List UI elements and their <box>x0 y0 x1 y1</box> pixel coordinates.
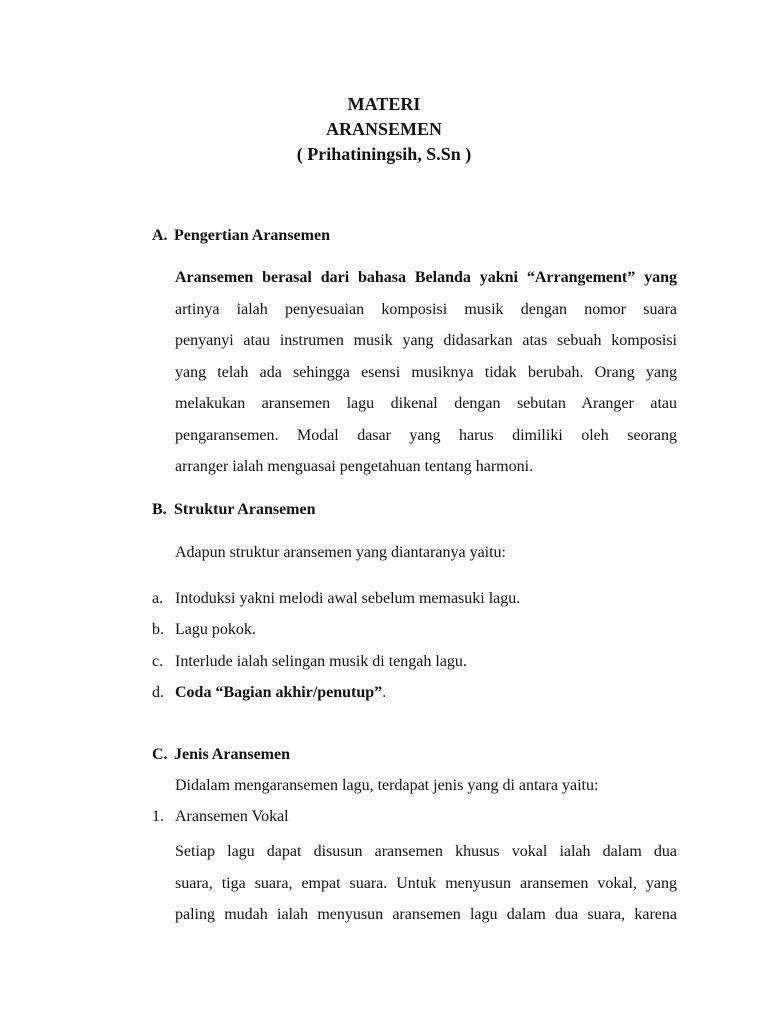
title-line-1: MATERI <box>347 94 421 114</box>
list-text: Intoduksi yakni melodi awal sebelum memasuki lagu. <box>175 590 521 607</box>
paragraph-line: yang telah ada sehingga esensi musiknya tidak berubah. Orang yang <box>175 363 677 381</box>
list-text: Aransemen Vokal <box>175 808 289 825</box>
paragraph-line: Setiap lagu dapat disusun aransemen khusus vokal ialah dalam dua <box>175 843 677 860</box>
section-a-marker: A. <box>152 227 168 244</box>
list-item <box>152 683 386 703</box>
section-b-intro: Adapun struktur aransemen yang diantaranya yaitu: <box>175 544 506 561</box>
section-c-heading <box>152 745 290 765</box>
list-marker: 1. <box>152 808 164 825</box>
section-c-title: Jenis Aransemen <box>174 746 290 763</box>
paragraph-line: penyanyi atau instrumen musik yang didasarkan atas sebuah komposisi <box>175 332 677 349</box>
section-a-paragraph <box>175 262 677 483</box>
section-b-marker: B. <box>152 501 167 518</box>
list-text-tail: . <box>382 684 387 701</box>
paragraph-line: arranger ialah menguasai pengetahuan tentang harmoni. <box>175 458 534 475</box>
list-item <box>152 620 256 640</box>
paragraph-line: suara, tiga suara, empat suara. Untuk menyusun aransemen vokal, yang <box>175 874 677 892</box>
section-c-intro: Didalam mengaransemen lagu, terdapat jenis yang di antara yaitu: <box>175 777 599 794</box>
list-marker: d. <box>152 684 164 701</box>
section-a-title: Pengertian Aransemen <box>174 227 330 244</box>
list-marker: a. <box>152 590 164 607</box>
paragraph-line: paling mudah ialah menyusun aransemen lagu dalam dua suara, karena <box>175 906 677 923</box>
paragraph-line: melakukan aransemen lagu dikenal dengan sebutan Aranger atau <box>175 395 677 412</box>
list-text: Lagu pokok. <box>175 621 256 638</box>
list-marker: b. <box>152 621 164 638</box>
section-b-heading <box>152 500 316 520</box>
list-text: Interlude ialah selingan musik di tengah lagu. <box>175 653 467 670</box>
section-b-title: Struktur Aransemen <box>174 501 316 518</box>
list-marker: c. <box>152 653 164 670</box>
list-item <box>152 652 467 672</box>
paragraph-line: pengaransemen. Modal dasar yang harus dimiliki oleh seorang <box>175 426 677 444</box>
document-title <box>0 92 768 167</box>
section-a-heading <box>152 226 330 246</box>
list-text-bold: Coda “Bagian akhir/penutup” <box>175 684 383 701</box>
paragraph-line: Aransemen berasal dari bahasa Belanda yakni “Arrangement” yang <box>175 269 677 286</box>
section-c-paragraph <box>175 836 677 931</box>
title-author: ( Prihatiningsih, S.Sn ) <box>296 144 472 164</box>
list-item <box>152 807 289 827</box>
section-c-marker: C. <box>152 746 168 763</box>
paragraph-line: artinya ialah penyesuaian komposisi musik dengan nomor suara <box>175 300 677 318</box>
title-line-2: ARANSEMEN <box>325 119 442 139</box>
list-item <box>152 589 520 609</box>
